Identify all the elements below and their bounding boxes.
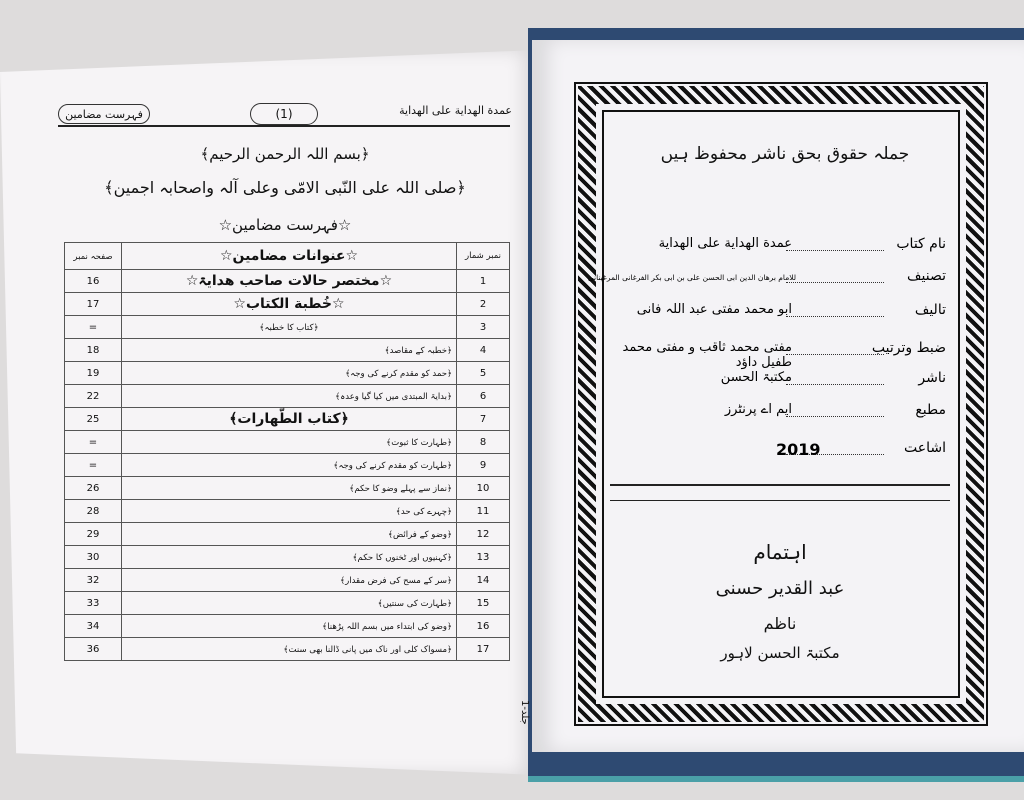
- row-title: ☆مختصر حالات صاحب ھدایۃ☆: [122, 270, 457, 293]
- table-row: [65, 569, 510, 592]
- row-title: ﴿بدایۃ المبتدی میں کیا گیا وعدہ﴾: [122, 385, 457, 408]
- salutation: ﴿صلی اللہ علی النّبی الامّی وعلی آلہ واصحابہ اجمین﴾: [104, 178, 466, 197]
- row-serial-number: 10: [457, 477, 510, 500]
- toc-title: ☆فہرست مضامین☆: [218, 216, 352, 234]
- row-page-number: 17: [65, 293, 122, 316]
- table-row: [65, 316, 510, 339]
- table-row: [65, 523, 510, 546]
- row-title: ﴿طہارت کو مقدم کرنے کی وجہ﴾: [122, 454, 457, 477]
- row-page-number: 25: [65, 408, 122, 431]
- field-label: تالیف: [914, 302, 946, 318]
- field-row: [616, 340, 946, 370]
- table-row: [65, 362, 510, 385]
- row-title: ﴿حمد کو مقدم کرنے کی وجہ﴾: [122, 362, 457, 385]
- field-dotted-leader: [786, 282, 884, 283]
- table-row: [65, 546, 510, 569]
- row-serial-number: 5: [457, 362, 510, 385]
- row-page-number: =: [65, 454, 122, 477]
- row-page-number: 28: [65, 500, 122, 523]
- management-title: اہتمام: [753, 540, 807, 564]
- row-serial-number: 13: [457, 546, 510, 569]
- table-row: [65, 270, 510, 293]
- table-row: [65, 408, 510, 431]
- row-page-number: 29: [65, 523, 122, 546]
- row-serial-number: 15: [457, 592, 510, 615]
- field-label: مطبع: [915, 402, 946, 418]
- row-title: ☆خُطبة الكتاب☆: [122, 293, 457, 316]
- row-page-number: 26: [65, 477, 122, 500]
- field-label: نام کتاب: [896, 236, 946, 252]
- row-page-number: 22: [65, 385, 122, 408]
- table-row: [65, 592, 510, 615]
- section-label: فہرست مضامین: [65, 107, 143, 121]
- col-page-header: صفحہ نمبر: [65, 243, 122, 270]
- field-row: [616, 370, 946, 394]
- field-value: مفتی محمد ثاقب و مفتی محمد طفیل داؤد: [622, 340, 792, 370]
- row-serial-number: 16: [457, 615, 510, 638]
- row-title: ﴿خطبہ کے مقاصد﴾: [122, 339, 457, 362]
- table-row: [65, 385, 510, 408]
- field-row: [587, 268, 946, 292]
- row-serial-number: 1: [457, 270, 510, 293]
- field-value: عمدة الهداية على الهداية: [658, 236, 792, 251]
- row-title: ﴿طہارت کا ثبوت﴾: [122, 431, 457, 454]
- field-label: ناشر: [918, 370, 946, 386]
- row-serial-number: 7: [457, 408, 510, 431]
- separator-line-2: [610, 500, 950, 501]
- row-title: ﴿وضو کی ابتداء میں بسم اللہ پڑھنا﴾: [122, 615, 457, 638]
- row-page-number: =: [65, 431, 122, 454]
- bismillah: ﴿بسم اللہ الرحمن الرحیم﴾: [200, 145, 370, 163]
- header-rule: [58, 125, 510, 127]
- row-title: ﴿نماز سے پہلے وضو کا حکم﴾: [122, 477, 457, 500]
- field-label: ضبط وترتیب: [871, 340, 946, 356]
- row-page-number: 16: [65, 270, 122, 293]
- field-dotted-leader: [786, 354, 884, 355]
- row-title: ﴿وضو کے فرائض﴾: [122, 523, 457, 546]
- table-row: [65, 293, 510, 316]
- book-title-header: عمدة الهداية على الهداية: [399, 104, 512, 117]
- table-row: [65, 638, 510, 661]
- row-serial-number: 11: [457, 500, 510, 523]
- rights-statement: جملہ حقوق بحق ناشر محفوظ ہیں: [660, 144, 910, 164]
- toc-body: [65, 270, 510, 661]
- row-title: ﴿کہنیوں اور ٹخنوں کا حکم﴾: [122, 546, 457, 569]
- row-page-number: =: [65, 316, 122, 339]
- row-serial-number: 17: [457, 638, 510, 661]
- page-number: (1): [275, 107, 293, 121]
- row-page-number: 19: [65, 362, 122, 385]
- page-number-box: [250, 103, 318, 125]
- toc-header-row: [65, 243, 510, 270]
- section-label-box: [58, 104, 150, 124]
- row-page-number: 34: [65, 615, 122, 638]
- field-value: مکتبۃ الحسن: [720, 370, 792, 385]
- toc-table: [64, 242, 510, 661]
- table-row: [65, 500, 510, 523]
- row-title: ﴿سر کے مسح کی فرض مقدار﴾: [122, 569, 457, 592]
- field-row: [616, 236, 946, 260]
- field-dotted-leader: [786, 250, 884, 251]
- row-serial-number: 12: [457, 523, 510, 546]
- separator-line-1: [610, 484, 950, 486]
- field-value: للامام برھان الدین ابی الحسن علی بن ابی بکر الفرغانی المرغینانی: [587, 273, 796, 282]
- row-title: ﴿مسواک کلی اور ناک میں پانی ڈالنا بھی سنت﴾: [122, 638, 457, 661]
- col-title-header: ☆عنوانات مضامین☆: [122, 243, 457, 270]
- field-label: تصنیف: [907, 268, 946, 284]
- manager-organization: مکتبۃ الحسن لاہور: [720, 644, 840, 662]
- field-dotted-leader: [786, 416, 884, 417]
- row-title: ﴿كتاب الطّهارات﴾: [122, 408, 457, 431]
- manager-role: ناظم: [763, 614, 797, 633]
- row-page-number: 33: [65, 592, 122, 615]
- table-row: [65, 431, 510, 454]
- field-row: [616, 302, 946, 326]
- field-value: ایم اے پرنٹرز: [724, 402, 792, 417]
- row-serial-number: 9: [457, 454, 510, 477]
- volume-marker: جلد-1: [519, 700, 530, 725]
- row-page-number: 32: [65, 569, 122, 592]
- row-page-number: 18: [65, 339, 122, 362]
- table-row: [65, 615, 510, 638]
- row-page-number: 30: [65, 546, 122, 569]
- manager-name: عبد القدیر حسنی: [715, 578, 845, 599]
- field-row: [616, 402, 946, 426]
- row-page-number: 36: [65, 638, 122, 661]
- row-serial-number: 4: [457, 339, 510, 362]
- table-row: [65, 477, 510, 500]
- table-row: [65, 454, 510, 477]
- col-number-header: نمبر شمار: [457, 243, 510, 270]
- field-dotted-leader: [786, 384, 884, 385]
- row-serial-number: 2: [457, 293, 510, 316]
- field-value: ابو محمد مفتی عبد اللہ فانی: [636, 302, 792, 317]
- field-label: اشاعت: [904, 440, 946, 456]
- field-dotted-leader: [786, 316, 884, 317]
- field-row: [616, 440, 946, 464]
- row-serial-number: 3: [457, 316, 510, 339]
- row-serial-number: 8: [457, 431, 510, 454]
- row-title: ﴿چہرے کی حد﴾: [122, 500, 457, 523]
- row-title: ﴿کتاب کا خطبہ﴾: [122, 316, 457, 339]
- row-serial-number: 6: [457, 385, 510, 408]
- row-title: ﴿طہارت کی سنتیں﴾: [122, 592, 457, 615]
- table-row: [65, 339, 510, 362]
- row-serial-number: 14: [457, 569, 510, 592]
- field-value: 2019: [776, 440, 821, 459]
